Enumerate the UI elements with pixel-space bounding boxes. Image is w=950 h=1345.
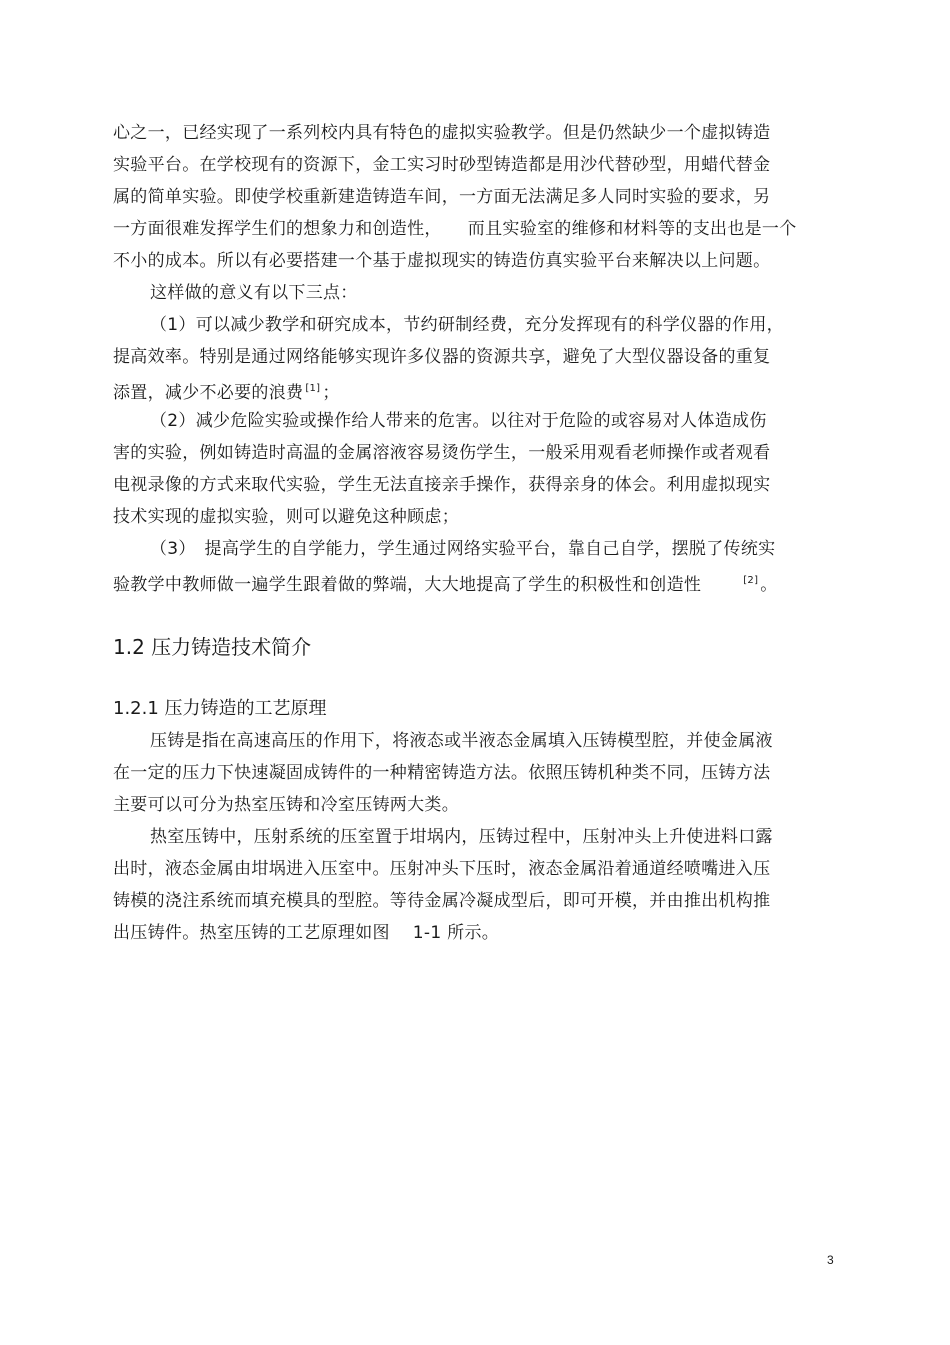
point-3-line (113, 571, 778, 595)
body-text-line: 在一定的压力下快速凝固成铸件的一种精密铸造方法。依照压铸机种类不同，压铸方法 (113, 763, 771, 783)
point-3-end: 。 (760, 575, 778, 595)
body-text-line: 一方面很难发挥学生们的想象力和创造性， 而且实验室的维修和材料等的支出也是一个 (113, 219, 797, 239)
citation-ref: [1] (305, 383, 321, 394)
body-text-line: 实验平台。在学校现有的资源下，金工实习时砂型铸造都是用沙代替砂型，用蜡代替金 (113, 155, 771, 175)
point-2-line: 技术实现的虚拟实验，则可以避免这种顾虑； (113, 507, 459, 527)
point-3-text: 验教学中教师做一遍学生跟着做的弊端，大大地提高了学生的积极性和创造性 (113, 575, 702, 595)
body-text-line: 出时，液态金属由坩埚进入压室中。压射冲头下压时，液态金属沿着通道经喷嘴进入压 (113, 859, 771, 879)
point-1-text: 添置，减少不必要的浪费 (113, 383, 304, 403)
point-2-line: （2）减少危险实验或操作给人带来的危害。以往对于危险的或容易对人体造成伤 (150, 411, 767, 431)
body-text-line: 主要可以可分为热室压铸和冷室压铸两大类。 (113, 795, 459, 815)
body-text-line: 这样做的意义有以下三点： (150, 283, 358, 303)
body-text-line: 铸模的浇注系统而填充模具的型腔。等待金属冷凝成型后，即可开模，并由推出机构推 (113, 891, 771, 911)
section-heading: 1.2 压力铸造技术简介 (113, 635, 312, 659)
point-3-line: （3） 提高学生的自学能力，学生通过网络实验平台，靠自己自学，摆脱了传统实 (150, 539, 776, 559)
citation-ref: [2] (743, 575, 759, 586)
point-1-line: （1）可以减少教学和研究成本，节约研制经费，充分发挥现有的科学仪器的作用， (150, 315, 784, 335)
body-text-line: 出压铸件。热室压铸的工艺原理如图 1-1 所示。 (113, 923, 500, 943)
point-1-line: 提高效率。特别是通过网络能够实现许多仪器的资源共享，避免了大型仪器设备的重复 (113, 347, 771, 367)
body-text-line: 压铸是指在高速高压的作用下，将液态或半液态金属填入压铸模型腔，并使金属液 (150, 731, 773, 751)
point-2-line: 害的实验，例如铸造时高温的金属溶液容易烫伤学生，一般采用观看老师操作或者观看 (113, 443, 771, 463)
point-1-end: ； (322, 383, 340, 403)
body-text-line: 心之一，已经实现了一系列校内具有特色的虚拟实验教学。但是仍然缺少一个虚拟铸造 (113, 123, 771, 143)
point-1-line (113, 379, 340, 403)
body-text-line: 热室压铸中，压射系统的压室置于坩埚内，压铸过程中，压射冲头上升使进料口露 (150, 827, 773, 847)
subsection-heading: 1.2.1 压力铸造的工艺原理 (113, 698, 327, 719)
point-2-line: 电视录像的方式来取代实验，学生无法直接亲手操作，获得亲身的体会。利用虚拟现实 (113, 475, 771, 495)
body-text-line: 属的简单实验。即使学校重新建造铸造车间，一方面无法满足多人同时实验的要求，另 (113, 187, 771, 207)
page-number: 3 (827, 1253, 834, 1267)
body-text-line: 不小的成本。所以有必要搭建一个基于虚拟现实的铸造仿真实验平台来解决以上问题。 (113, 251, 771, 271)
